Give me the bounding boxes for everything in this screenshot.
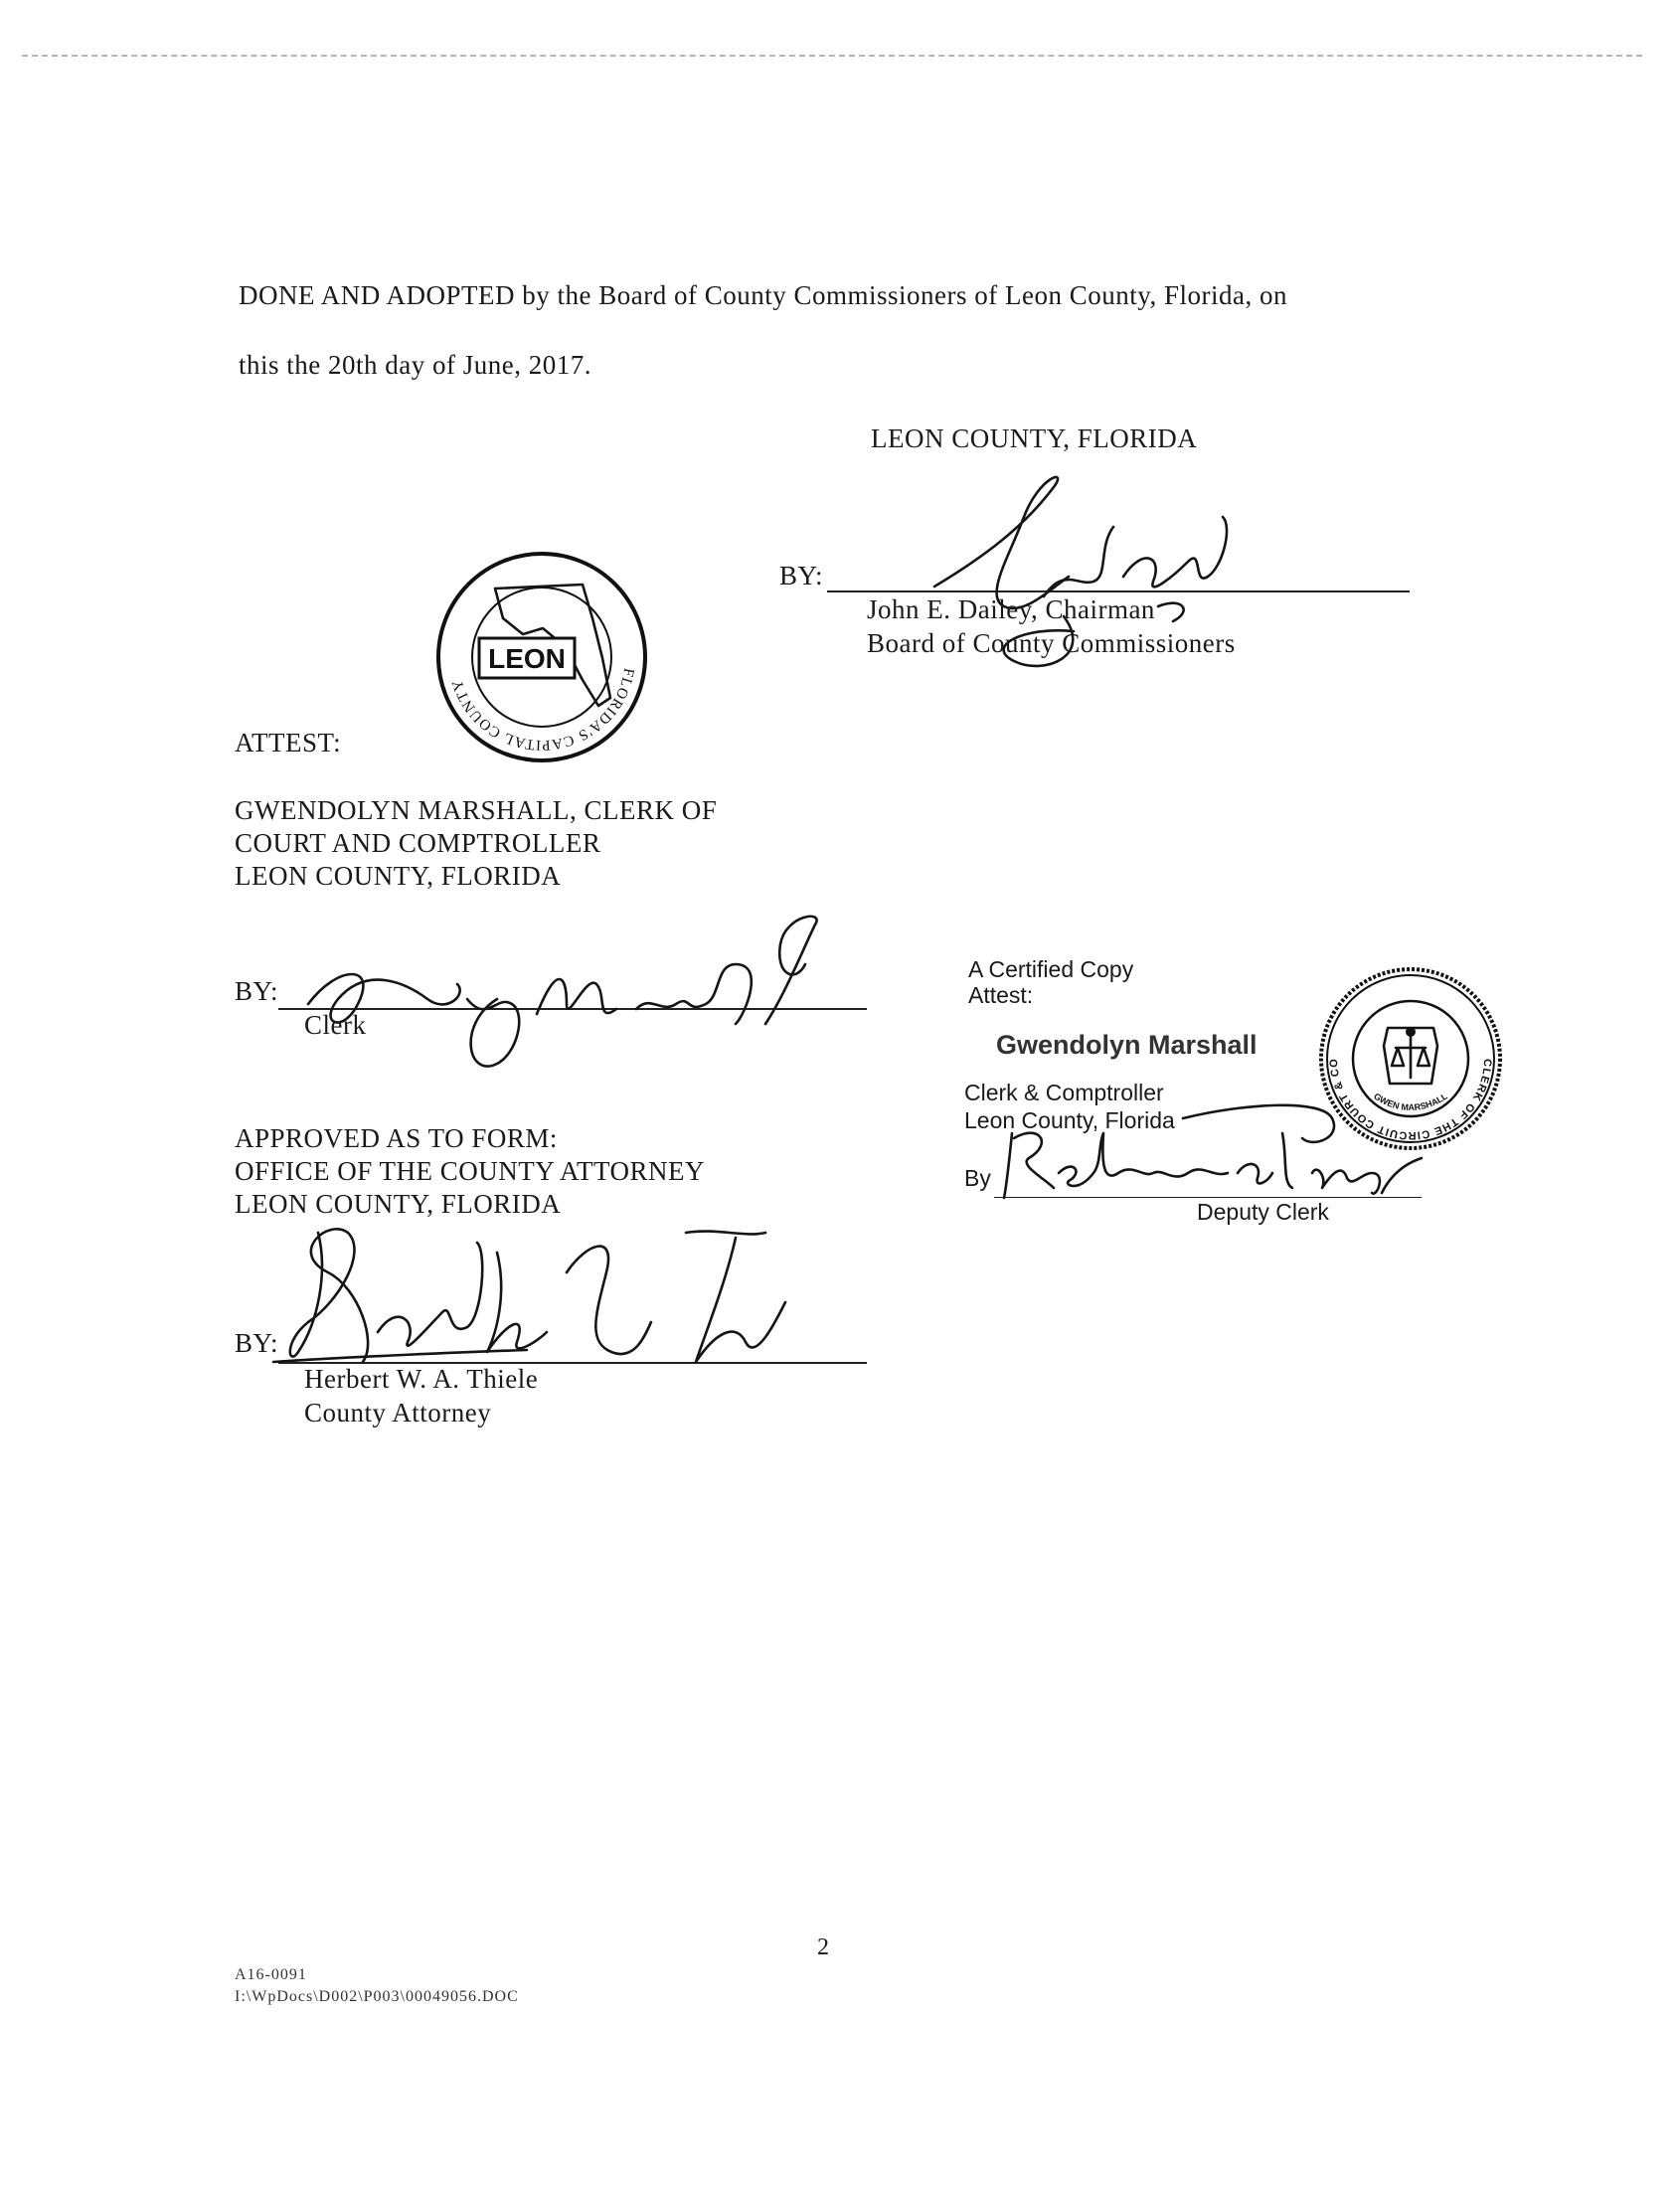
chairman-signature [895,467,1272,706]
footer-file-path: I:\WpDocs\D002\P003\00049056.DOC [235,1988,519,2005]
approved-line-2: OFFICE OF THE COUNTY ATTORNEY [235,1156,706,1186]
svg-text:FLORIDA'S CAPITAL COUNTY: FLORIDA'S CAPITAL COUNTY [449,666,637,754]
svg-text:LEON: LEON [488,643,566,674]
attorney-by-label: BY: [235,1328,279,1358]
attest-clerk-line-3: LEON COUNTY, FLORIDA [235,861,562,891]
adoption-line-2: this the 20th day of June, 2017. [239,350,591,380]
attest-clerk-line-1: GWENDOLYN MARSHALL, CLERK OF [235,795,718,825]
page-number: 2 [817,1934,830,1960]
stamp-clerk-title: Clerk & Comptroller [964,1080,1164,1105]
clerk-seal [1312,957,1503,1151]
clerk-title: Clerk [304,1010,367,1040]
stamp-by-label: By [964,1165,991,1191]
stamp-clerk-name: Gwendolyn Marshall [996,1030,1258,1060]
county-seal [433,549,650,765]
stamp-deputy-clerk: Deputy Clerk [1197,1199,1329,1225]
attorney-title: County Attorney [304,1398,492,1428]
attest-label: ATTEST: [235,728,342,757]
clerk-by-label: BY: [235,976,279,1006]
stamp-certified-line: A Certified Copy [968,956,1134,982]
chairman-title: Board of County Commissioners [867,628,1236,658]
footer-doc-code: A16-0091 [235,1966,307,1983]
county-heading: LEON COUNTY, FLORIDA [871,423,1198,453]
stamp-attest-line: Attest: [968,982,1034,1008]
approved-line-1: APPROVED AS TO FORM: [235,1123,558,1153]
approved-line-3: LEON COUNTY, FLORIDA [235,1189,562,1219]
scan-top-rule [22,55,1642,57]
svg-text:CLERK OF THE CIRCUIT COURT & C: CLERK OF THE CIRCUIT COURT & COMPTROLLER [1312,957,1494,1142]
chairman-name: John E. Dailey, Chairman [867,594,1155,624]
attorney-name: Herbert W. A. Thiele [304,1364,539,1394]
adoption-line-1: DONE AND ADOPTED by the Board of County Commissioners of Leon County, Florida, on [239,280,1287,310]
attorney-signature [268,1213,825,1382]
clerk-signature [268,905,825,1084]
svg-text:GWEN MARSHALL: GWEN MARSHALL [1372,1091,1449,1113]
attest-clerk-line-2: COURT AND COMPTROLLER [235,828,601,858]
stamp-county: Leon County, Florida [964,1107,1175,1133]
chairman-by-label: BY: [779,561,824,590]
